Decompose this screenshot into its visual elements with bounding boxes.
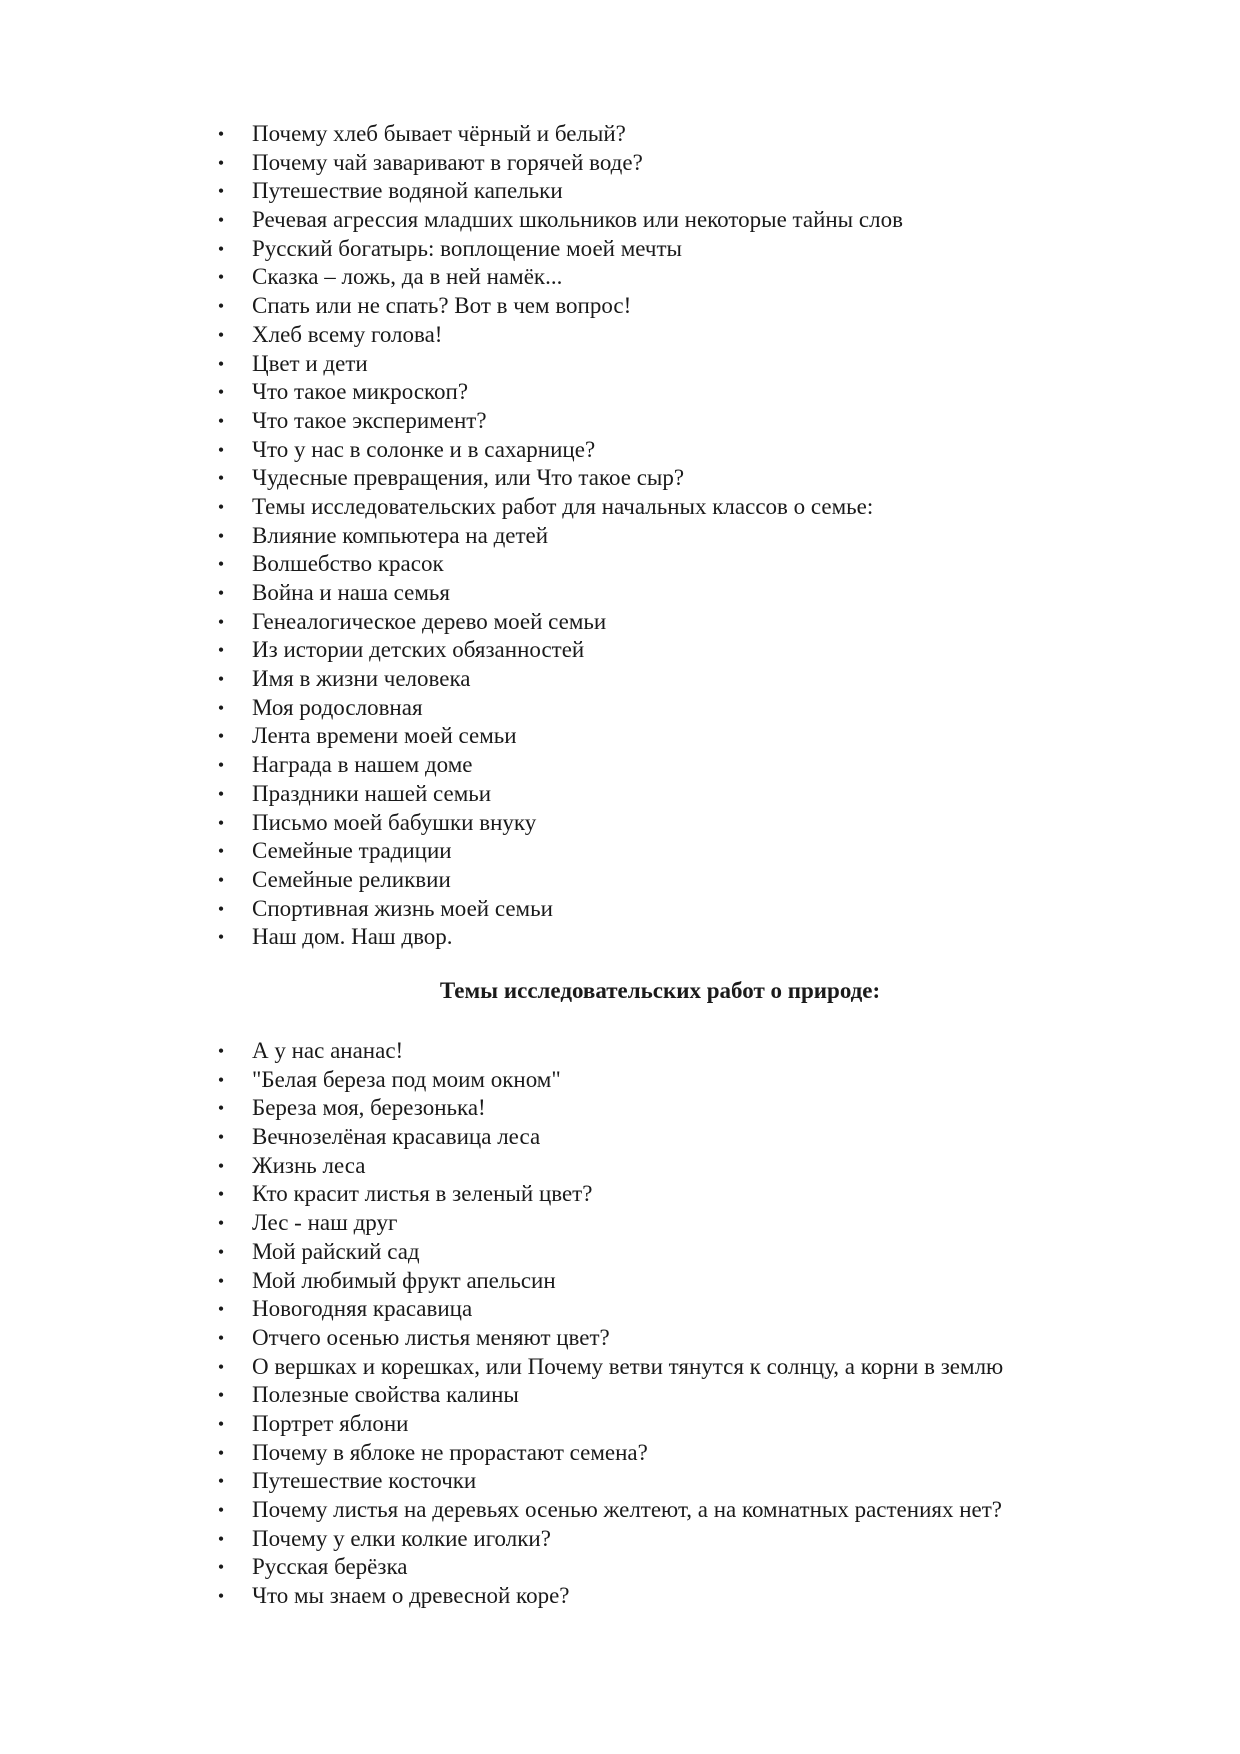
list-item-text: Русская берёзка bbox=[252, 1554, 408, 1580]
bullet-icon: • bbox=[217, 927, 225, 948]
bullet-icon: • bbox=[217, 755, 225, 776]
list-item-text: Лес - наш друг bbox=[252, 1210, 398, 1236]
list-item-text: Лента времени моей семьи bbox=[252, 723, 517, 749]
bullet-icon: • bbox=[217, 267, 225, 288]
list-item-text: Русский богатырь: воплощение моей мечты bbox=[252, 235, 682, 261]
list-item-text: Путешествие водяной капельки bbox=[252, 178, 563, 204]
list-item-text: А у нас ананас! bbox=[252, 1038, 404, 1063]
list-item-text: Семейные реликвии bbox=[252, 866, 451, 892]
list-item-text: Почему хлеб бывает чёрный и белый? bbox=[252, 121, 626, 146]
list-item-text: Мой райский сад bbox=[252, 1238, 420, 1264]
list-item-text: Что у нас в солонке и в сахарнице? bbox=[252, 436, 596, 462]
list-item-text: Война и наша семья bbox=[252, 580, 450, 605]
list-item-text: Моя родословная bbox=[252, 694, 423, 720]
bullet-icon: • bbox=[217, 210, 225, 231]
bullet-icon: • bbox=[217, 1184, 225, 1205]
bullet-icon: • bbox=[217, 324, 225, 345]
bullet-icon: • bbox=[217, 1413, 225, 1434]
bullet-icon: • bbox=[217, 1471, 225, 1492]
list-item-text: Семейные традиции bbox=[252, 838, 452, 864]
list-item-text: Спортивная жизнь моей семьи bbox=[252, 895, 553, 921]
list-item-text: Из истории детских обязанностей bbox=[252, 637, 585, 663]
list-item-text: Почему в яблоке не прорастают семена? bbox=[252, 1439, 648, 1465]
list-item-text: Чудесные превращения, или Что такое сыр? bbox=[252, 465, 685, 491]
bullet-icon: • bbox=[217, 1127, 225, 1148]
bullet-icon: • bbox=[217, 468, 225, 489]
bullet-icon: • bbox=[217, 1557, 225, 1578]
list-item-text: Награда в нашем доме bbox=[252, 752, 473, 778]
bullet-icon: • bbox=[217, 869, 225, 890]
bullet-icon: • bbox=[217, 181, 225, 202]
list-item-text: Вечнозелёная красавица леса bbox=[252, 1124, 541, 1150]
bullet-icon: • bbox=[217, 726, 225, 747]
list-item-text: Береза моя, березонька! bbox=[252, 1095, 486, 1121]
bullet-icon: • bbox=[217, 697, 225, 718]
list-item-text: Темы исследовательских работ для начальных классов о семье: bbox=[252, 493, 874, 519]
list-item-text: Праздники нашей семьи bbox=[252, 780, 492, 806]
bullet-icon: • bbox=[217, 1385, 225, 1406]
list-item-text: Волшебство красок bbox=[252, 551, 444, 577]
bullet-icon: • bbox=[217, 1069, 225, 1090]
list-item-text: Влияние компьютера на детей bbox=[252, 522, 549, 548]
bullet-icon: • bbox=[217, 382, 225, 403]
bullet-icon: • bbox=[217, 1213, 225, 1234]
bullet-icon: • bbox=[217, 124, 225, 144]
list-item-text: "Белая береза под моим окном" bbox=[252, 1066, 561, 1092]
bullet-icon: • bbox=[217, 439, 225, 460]
bullet-icon: • bbox=[217, 1327, 225, 1348]
list-item-text: Кто красит листья в зеленый цвет? bbox=[252, 1181, 593, 1207]
bullet-icon: • bbox=[217, 1442, 225, 1463]
bullet-icon: • bbox=[217, 640, 225, 661]
list-item-text: Путешествие косточки bbox=[252, 1468, 477, 1494]
bullet-icon: • bbox=[217, 1098, 225, 1119]
list-item-text: Речевая агрессия младших школьников или некоторые тайны слов bbox=[252, 207, 903, 233]
list-item-text: Генеалогическое дерево моей семьи bbox=[252, 608, 607, 634]
bullet-icon: • bbox=[217, 1356, 225, 1377]
list-item-text: Отчего осенью листья меняют цвет? bbox=[252, 1324, 610, 1350]
bullet-icon: • bbox=[217, 554, 225, 575]
bullet-icon: • bbox=[217, 1500, 225, 1520]
bullet-icon: • bbox=[217, 496, 225, 517]
list-item-text: Полезные свойства калины bbox=[252, 1382, 519, 1408]
bullet-icon: • bbox=[217, 1528, 225, 1549]
list-item-text: Почему листья на деревьях осенью желтеют, а на комнатных растениях нет? bbox=[252, 1497, 1002, 1522]
bullet-icon: • bbox=[217, 525, 225, 546]
list-item-text: Письмо моей бабушки внуку bbox=[252, 809, 537, 835]
list-item-text: Наш дом. Наш двор. bbox=[252, 924, 453, 950]
bullet-icon: • bbox=[217, 898, 225, 919]
list-item-text: Почему у елки колкие иголки? bbox=[252, 1525, 551, 1551]
bullet-icon: • bbox=[217, 296, 225, 317]
list-item-text: Мой любимый фрукт апельсин bbox=[252, 1267, 556, 1293]
list-item-text: Почему чай заваривают в горячей воде? bbox=[252, 149, 643, 175]
list-item-text: Портрет яблони bbox=[252, 1410, 409, 1436]
bullet-icon: • bbox=[217, 583, 225, 603]
bullet-icon: • bbox=[217, 1586, 225, 1607]
list-item-text: Новогодняя красавица bbox=[252, 1296, 473, 1322]
bullet-icon: • bbox=[217, 238, 225, 259]
list-item-text: Имя в жизни человека bbox=[252, 666, 471, 692]
list-item-text: Спать или не спать? Вот в чем вопрос! bbox=[252, 293, 632, 319]
bullet-icon: • bbox=[217, 410, 225, 431]
list-item-text: Хлеб всему голова! bbox=[252, 321, 443, 347]
bullet-icon: • bbox=[217, 783, 225, 804]
list-item-text: Что такое эксперимент? bbox=[252, 407, 487, 433]
bullet-icon: • bbox=[217, 841, 225, 862]
list-item-text: Сказка – ложь, да в ней намёк... bbox=[252, 264, 563, 290]
bullet-icon: • bbox=[217, 152, 225, 173]
bullet-icon: • bbox=[217, 1270, 225, 1291]
list-item-text: Что такое микроскоп? bbox=[252, 379, 469, 405]
list-item-text: О вершках и корешках, или Почему ветви тянутся к солнцу, а корни в землю bbox=[252, 1353, 1004, 1379]
list-item-text: Что мы знаем о древесной коре? bbox=[252, 1583, 570, 1609]
bullet-icon: • bbox=[217, 1041, 225, 1061]
bullet-icon: • bbox=[217, 611, 225, 632]
bullet-icon: • bbox=[217, 812, 225, 833]
list-item-text: Жизнь леса bbox=[252, 1152, 366, 1178]
bullet-icon: • bbox=[217, 669, 225, 690]
bullet-icon: • bbox=[217, 353, 225, 374]
bullet-icon: • bbox=[217, 1299, 225, 1320]
bullet-icon: • bbox=[217, 1155, 225, 1176]
bullet-icon: • bbox=[217, 1241, 225, 1262]
section-heading-nature: Темы исследовательских работ о природе: bbox=[439, 978, 881, 1003]
list-item-text: Цвет и дети bbox=[252, 350, 368, 376]
